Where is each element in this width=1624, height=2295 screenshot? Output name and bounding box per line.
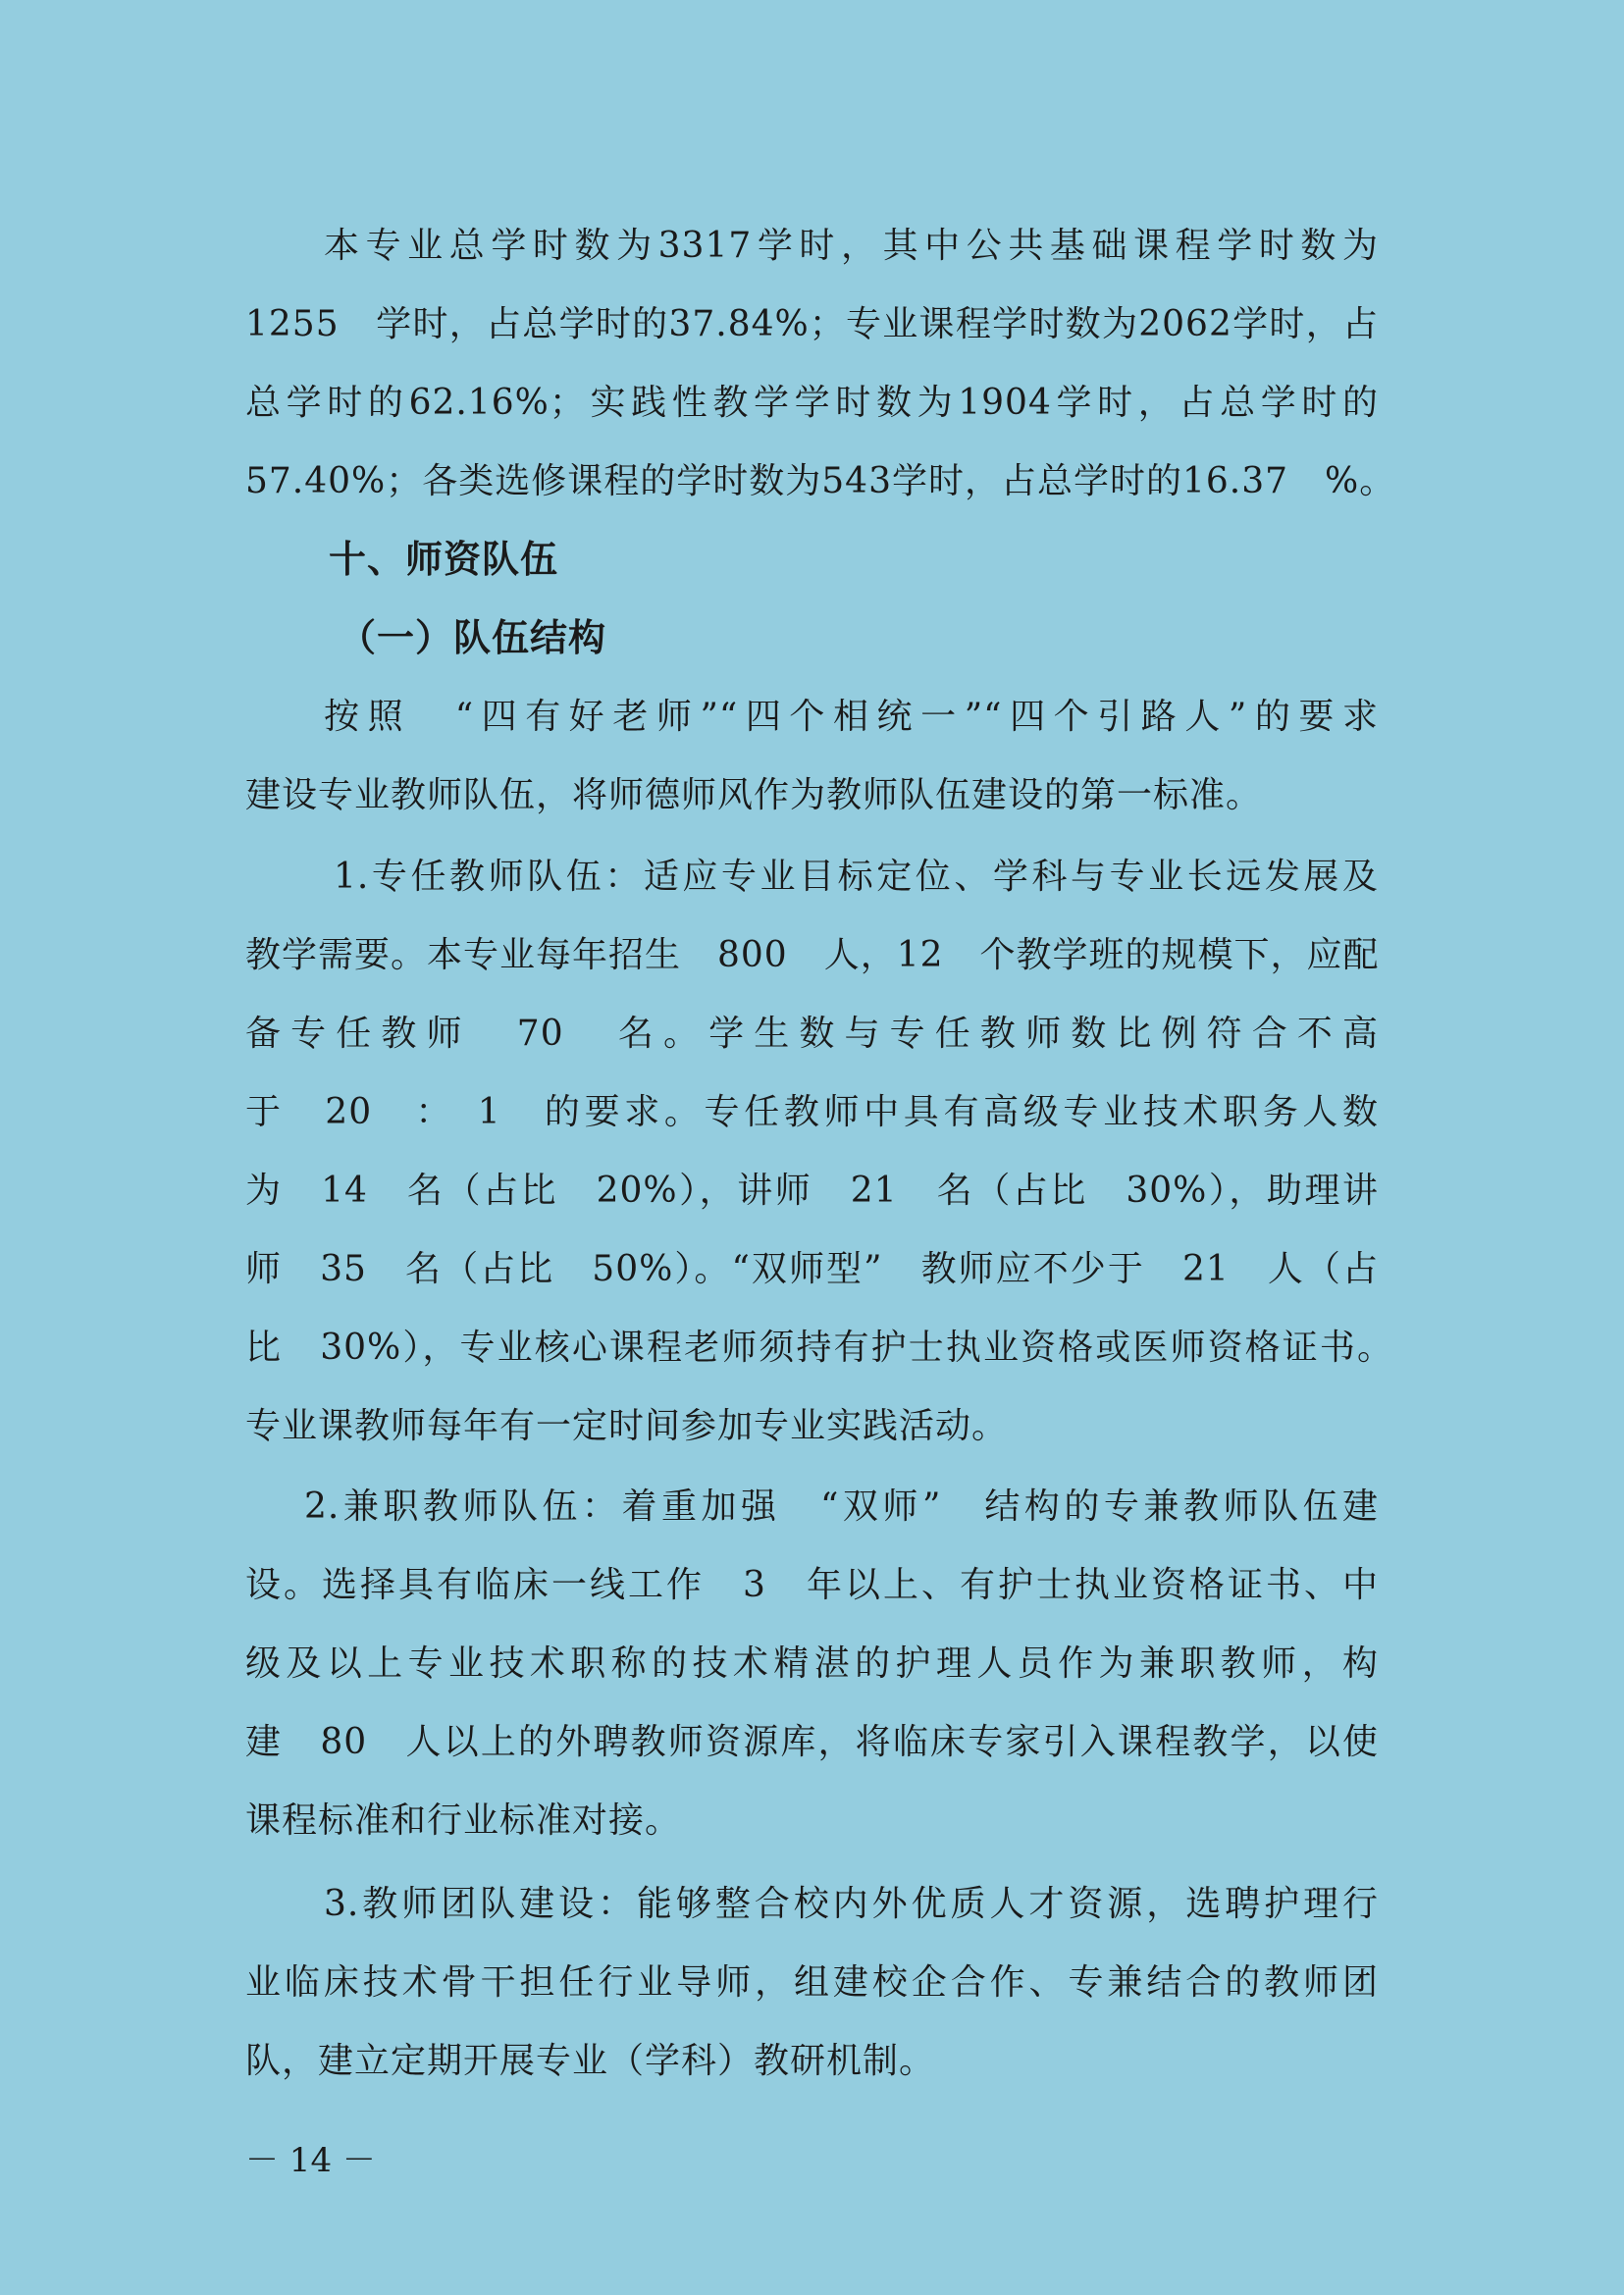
paragraph-item2-line-5: 课程标准和行业标准对接。 (245, 1800, 682, 1841)
paragraph-item3-line-1: 3.教师团队建设：能够整合校内外优质人才资源，选聘护理行 (324, 1884, 1379, 1924)
paragraph-item2-line-3: 级及以上专业技术职称的技术精湛的护理人员作为兼职教师，构 (245, 1643, 1379, 1684)
subsection-heading: （一）队伍结构 (339, 616, 607, 659)
paragraph-item3-line-2: 业临床技术骨干担任行业导师，组建校企合作、专兼结合的教师团 (245, 1962, 1379, 2003)
page-number: － 14 － (245, 2141, 376, 2180)
paragraph-intro-line-1: 按照 “四有好老师”“四个相统一”“四个引路人”的要求 (324, 697, 1379, 737)
paragraph-item3-line-3: 队，建立定期开展专业（学科）教研机制。 (245, 2041, 936, 2081)
paragraph-item1-line-7: 比 30%），专业核心课程老师须持有护士执业资格或医师资格证书。 (245, 1328, 1393, 1368)
paragraph-hours-line-2: 1255 学时，占总学时的37.84%；专业课程学时数为2062学时，占 (245, 304, 1379, 344)
section-heading: 十、师资队伍 (329, 538, 559, 581)
paragraph-intro-line-2: 建设专业教师队伍，将师德师风作为教师队伍建设的第一标准。 (245, 775, 1263, 815)
paragraph-item2-line-4: 建 80 人以上的外聘教师资源库，将临床专家引入课程教学，以使 (245, 1722, 1379, 1762)
paragraph-item2-line-1: 2.兼职教师队伍：着重加强 “双师” 结构的专兼教师队伍建 (304, 1487, 1379, 1527)
paragraph-hours-line-3: 总学时的62.16%；实践性教学学时数为1904学时，占总学时的 (245, 383, 1379, 423)
paragraph-item1-line-8: 专业课教师每年有一定时间参加专业实践活动。 (245, 1406, 1009, 1446)
paragraph-item1-line-2: 教学需要。本专业每年招生 800 人，12 个教学班的规模下，应配 (245, 935, 1380, 975)
paragraph-item1-line-1: 1.专任教师队伍：适应专业目标定位、学科与专业长远发展及 (334, 857, 1379, 897)
paragraph-item2-line-2: 设。选择具有临床一线工作 3 年以上、有护士执业资格证书、中 (245, 1565, 1379, 1605)
paragraph-hours-line-4: 57.40%；各类选修课程的学时数为543学时，占总学时的16.37 %。 (245, 461, 1396, 501)
paragraph-item1-line-3: 备专任教师 70 名。学生数与专任教师数比例符合不高 (245, 1014, 1379, 1054)
paragraph-item1-line-6: 师 35 名（占比 50%）。“双师型” 教师应不少于 21 人（占 (245, 1249, 1379, 1289)
paragraph-hours-line-1: 本专业总学时数为3317学时，其中公共基础课程学时数为 (324, 226, 1379, 266)
paragraph-item1-line-5: 为 14 名（占比 20%），讲师 21 名（占比 30%），助理讲 (245, 1171, 1379, 1211)
paragraph-item1-line-4: 于 20 ： 1 的要求。专任教师中具有高级专业技术职务人数 (245, 1092, 1379, 1132)
